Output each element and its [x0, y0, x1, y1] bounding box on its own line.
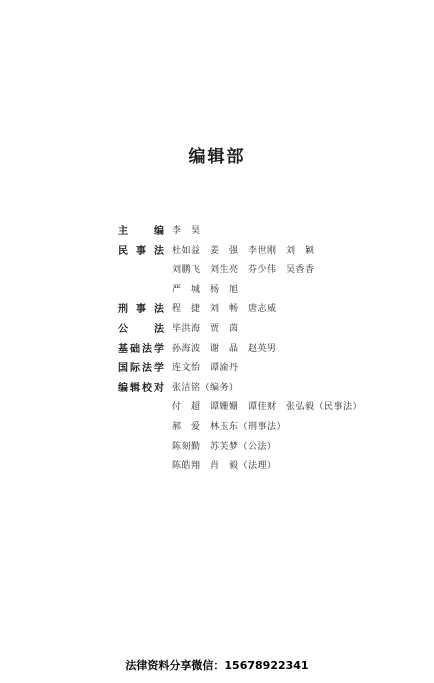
section-names: 刘鹏飞 刘生亮 芬少伟 吴香香 [172, 265, 315, 276]
roster-row-proofreading-cont [118, 438, 418, 458]
roster-row-proofreading-cont [118, 457, 418, 477]
roster-row-proofreading-cont [118, 418, 418, 438]
section-names: 连文怡 谭渝丹 [172, 363, 239, 374]
section-names: 杜如益 姜 强 李世刚 刘 颖 [172, 245, 315, 256]
roster-row-criminal-law [118, 300, 418, 320]
section-names: 郝 爱 林玉东（刑事法） [172, 421, 287, 432]
section-names: 毕洪海 贾 茵 [172, 323, 239, 334]
roster-row-public-law [118, 320, 418, 340]
roster-row-editor-in-chief [118, 222, 418, 242]
section-label-public-law: 公 法 [118, 323, 164, 335]
section-label-jurisprudence: 基础法学 [118, 343, 164, 355]
section-names: 张洁铭（编务） [172, 382, 239, 393]
roster-row-civil-law-cont [118, 261, 418, 281]
section-label-international-law: 国际法学 [118, 363, 164, 375]
roster-row-proofreading [118, 379, 418, 399]
roster-row-civil-law [118, 242, 418, 262]
section-names: 程 捷 刘 畅 唐志威 [172, 304, 277, 315]
roster-row-international-law [118, 359, 418, 379]
editorial-roster [118, 222, 418, 477]
section-names: 孙海波 谢 晶 赵英男 [172, 343, 277, 354]
page-title: 编辑部 [188, 147, 246, 167]
roster-row-jurisprudence [118, 340, 418, 360]
section-names: 付 超 谭姗姗 谭佳财 张弘毅（民事法） [172, 402, 363, 413]
roster-row-proofreading-cont [118, 398, 418, 418]
roster-row-civil-law-cont [118, 281, 418, 301]
section-names: 严 城 杨 旭 [172, 284, 239, 295]
section-names: 陈皓翔 肖 毅（法理） [172, 461, 277, 472]
section-label-proofreading: 编辑校对 [118, 382, 164, 394]
section-label-criminal-law: 刑事法 [118, 304, 164, 316]
section-names: 陈刻勤 苏芙梦（公法） [172, 441, 277, 452]
footer-watermark: 法律资料分享微信：15678922341 [125, 659, 309, 672]
section-label-editor-in-chief: 主 编 [118, 226, 164, 237]
section-names: 李 昊 [172, 226, 201, 236]
section-label-civil-law: 民事法 [118, 245, 164, 257]
